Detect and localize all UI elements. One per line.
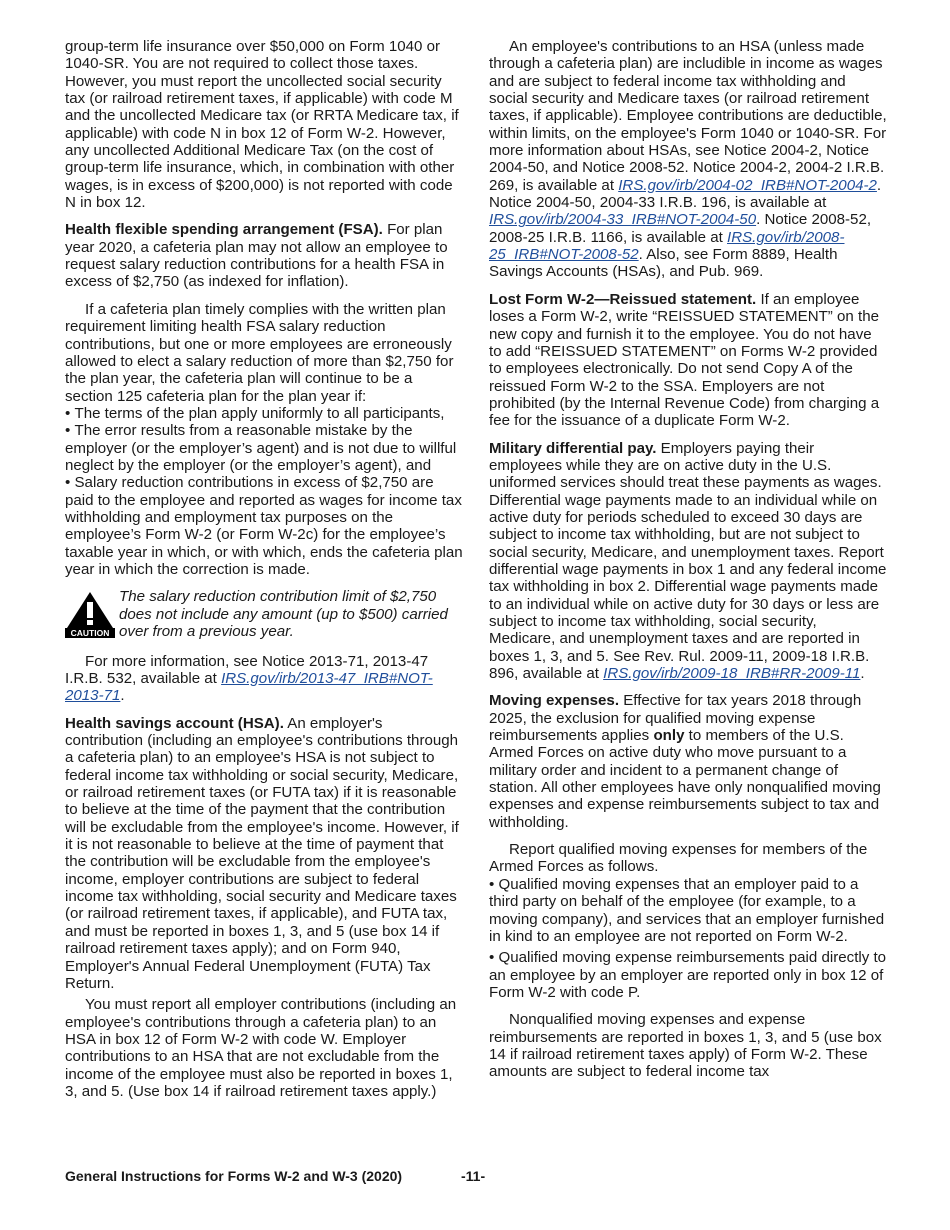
paragraph-health-fsa bbox=[65, 221, 463, 290]
heading-military-pay: Military differential pay. bbox=[489, 439, 657, 457]
paragraph-moving-expenses bbox=[489, 692, 887, 831]
text-health-fsa: For plan year 2020, a cafeteria plan may not allow an employee to request salary reduction contributions for a health FSA in excess of $2,750 (as indexed for inflation). bbox=[65, 221, 448, 291]
text-moving: Effective for tax years 2018 through 2025, the exclusion for qualified moving expense reimbursements applies bbox=[489, 692, 862, 745]
paragraph-lost-w2 bbox=[489, 291, 887, 430]
right-column bbox=[489, 38, 887, 1081]
bullet-item: • Salary reduction contributions in excess of $2,750 are paid to the employee and reported as wages for income tax withholding and employment tax purposes on the employee’s Form W-2 (or Form W-2c) for the employee’s taxable year in which, or with which, ends the cafeteria plan year in which the correction is made. bbox=[65, 474, 463, 578]
heading-hsa: Health savings account (HSA). bbox=[65, 714, 284, 732]
link-rev-rul-2009-11[interactable]: IRS.gov/irb/2009-18_IRB#RR-2009-11 bbox=[603, 665, 861, 683]
text-lost-w2: If an employee loses a Form W-2, write “REISSUED STATEMENT” on the new copy and furnish it to the employee. You do not have to add “REISSUED STATEMENT” on Forms W-2 provided to employees electronically. Do not send Copy A of the reissued Form W-2 to the SSA. Employers are not prohibited (by the Internal Revenue Code) from charging a fee for the issuance of a duplicate Form W-2. bbox=[489, 290, 880, 430]
text-military-pay: Employers paying their employees while they are on active duty in the U.S. uniformed services should treat these payments as wages. Differential wage payments made to an individual while on active duty for periods scheduled to exceed 30 days are subject to income tax withholding, but are not subject to social security, Medicare, and unemployment taxes. Report differential wage payments in box 1 and any federal income tax withholding in box 2. Differential wage payments made to an individual while on active duty for 30 days or less are subject to income tax withholding, social security, Medicare, and unemployment taxes and are reported in boxes 1, 3, and 5. See Rev. Rul. 2009-11, 2009-18 I.R.B. 896, available at bbox=[489, 439, 887, 683]
heading-health-fsa: Health flexible spending arrangement (FSA). bbox=[65, 221, 383, 239]
footer-title: General Instructions for Forms W-2 and W-3 (2020) bbox=[65, 1168, 403, 1184]
link-notice-2004-50[interactable]: IRS.gov/irb/2004-33_IRB#NOT-2004-50 bbox=[489, 211, 757, 229]
paragraph-hsa-employee bbox=[489, 38, 887, 281]
link-notice-2004-2[interactable]: IRS.gov/irb/2004-02_IRB#NOT-2004-2 bbox=[618, 176, 877, 194]
text-hsa: An employer's contribution (including an employee's contributions through a cafeteria plan) to an employee's HSA is not subject to federal income tax withholding or social security, Medicare, or railroad retirement taxes (or FUTA tax) if it is reasonable to believe at the time of the payment that the contribution will be excludable from the employee's income. However, if it is not reasonable to believe at the time of payment that the contribution will be excludable from the employee's income, employer contributions are subject to federal income tax withholding, social security and Medicare taxes (or railroad retirement taxes, if applicable), and FUTA tax, and must be reported in boxes 1, 3, and 5 (use box 14 if railroad retirement taxes apply); and on Form 940, Employer's Annual Federal Unemployment (FUTA) Tax Return. bbox=[65, 714, 459, 992]
caution-text: The salary reduction contribution limit of $2,750 does not include any amount (up to $500) carried over from a previous year. bbox=[119, 588, 448, 640]
paragraph-fsa-compliance: If a cafeteria plan timely complies with the written plan requirement limiting health FSA salary reduction contributions, but one or more employees are erroneously allowed to elect a salary reduction of more than $2,750 for the plan year, the cafeteria plan will continue to be a section 125 cafeteria plan for the plan year if: bbox=[65, 300, 454, 405]
heading-lost-w2: Lost Form W-2—Reissued statement. bbox=[489, 290, 757, 308]
paragraph-moving-report: Report qualified moving expenses for members of the Armed Forces as follows. bbox=[489, 841, 868, 876]
paragraph-military-pay bbox=[489, 440, 887, 683]
text-hsa-employee: . Also, see Form 8889, Health Savings Accounts (HSAs), and Pub. 969. bbox=[489, 246, 838, 281]
bullet-item: • The terms of the plan apply uniformly to all participants, bbox=[65, 405, 463, 422]
text-only-bold: only bbox=[653, 727, 685, 745]
link-notice-2013-71[interactable]: IRS.gov/irb/2013-47_IRB#NOT-2013-71 bbox=[65, 670, 433, 705]
bullet-item: • Qualified moving expenses that an employer paid to a third party on behalf of the employee (for example, to a moving company), and services that an employer furnished in kind to an employee are not reported on Form W-2. bbox=[489, 876, 887, 945]
bullet-item: • Qualified moving expense reimbursements paid directly to an employee by an employer are reported only in box 12 of Form W-2 with code P. bbox=[489, 949, 887, 1001]
page-number: -11- bbox=[461, 1168, 486, 1184]
text-hsa-employee: . Notice 2008-52, 2008-25 I.R.B. 1166, is available at bbox=[489, 211, 872, 246]
paragraph-group-term-continued: group-term life insurance over $50,000 on Form 1040 or 1040-SR. You are not required to collect those taxes. However, you must report the uncollected social security tax (or railroad retirement taxes, if applicable) with code M and the uncollected Medicare tax (or RRTA Medicare tax, if applicable) with code N in box 12 of Form W-2. However, any uncollected Additional Medicare Tax (on the cost of group-term life insurance, which, in combination with other wages, is in excess of $200,000) is not reported with code N in box 12. bbox=[65, 38, 459, 212]
caution-label: CAUTION bbox=[70, 628, 110, 639]
paragraph-hsa bbox=[65, 715, 463, 993]
text-period: . bbox=[120, 687, 125, 705]
caution-icon bbox=[65, 590, 115, 642]
left-column bbox=[65, 38, 463, 1100]
paragraph-fsa-more-info bbox=[65, 653, 463, 705]
bullet-item: • The error results from a reasonable mistake by the employer (or the employer’s agent) and is not due to willful neglect by the employer (or the employer’s agent), and bbox=[65, 422, 463, 474]
text-moving: to members of the U.S. Armed Forces on active duty who move pursuant to a military order and incident to a permanent change of station. All other employees have only nonqualified moving expenses and expense reimbursements subject to tax and withholding. bbox=[489, 727, 881, 831]
link-notice-2008-52[interactable]: IRS.gov/irb/2008-25_IRB#NOT-2008-52 bbox=[489, 228, 845, 264]
text-hsa-employee: . Notice 2004-50, 2004-33 I.R.B. 196, is available at bbox=[489, 176, 882, 212]
text-hsa-employee: An employee's contributions to an HSA (unless made through a cafeteria plan) are includible in income as wages and are subject to federal income tax withholding and social security and Medicare taxes (or railroad retirement taxes, if applicable). Employee contributions are deductible, within limits, on the employee's Form 1040 or 1040-SR. For more information about HSAs, see Notice 2004-2, Notice 2004-50, and Notice 2008-52. Notice 2004-2, 2004-2 I.R.B. 269, is available at bbox=[489, 38, 887, 194]
paragraph-nonqualified-moving: Nonqualified moving expenses and expense reimbursements are reported in boxes 1, 3, and 5 (use box 14 if railroad retirement taxes apply) of Form W-2. These amounts are subject to federal income tax bbox=[489, 1011, 882, 1081]
heading-moving-expenses: Moving expenses. bbox=[489, 692, 620, 710]
text-period: . bbox=[860, 665, 865, 683]
caution-note bbox=[65, 588, 463, 642]
paragraph-hsa-employer: You must report all employer contributions (including an employee's contributions through a cafeteria plan) to an HSA in box 12 of Form W-2 with code W. Employer contributions to an HSA that are not excludable from the income of the employee must also be reported in boxes 1, 3, and 5. (Use box 14 if railroad retirement taxes apply.) bbox=[65, 996, 457, 1100]
text-more-info: For more information, see Notice 2013-71, 2013-47 I.R.B. 532, available at bbox=[65, 652, 429, 687]
